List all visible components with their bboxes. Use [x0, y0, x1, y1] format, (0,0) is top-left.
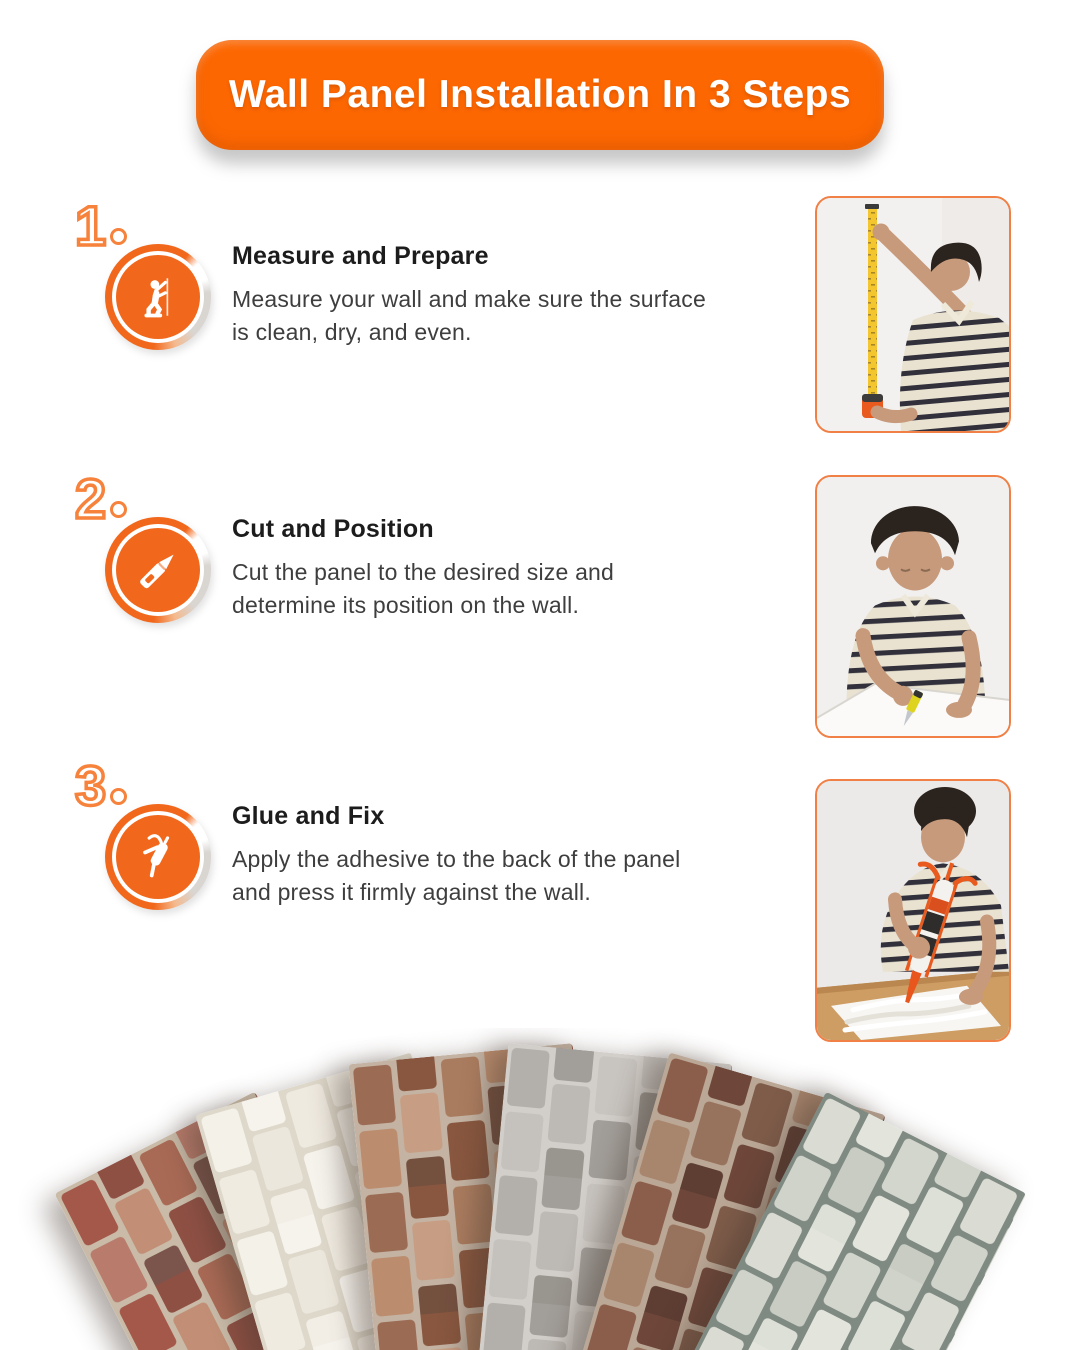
number-dot — [110, 501, 127, 518]
caulk-gun-icon — [105, 804, 211, 910]
number-dot — [110, 788, 127, 805]
man-measuring-wall-photo — [815, 196, 1011, 433]
step-2-description-line1: Cut the panel to the desired size and — [232, 559, 615, 585]
step-3-title: Glue and Fix — [232, 802, 385, 830]
step-3-number: 3 — [75, 758, 127, 814]
step-2 — [75, 467, 785, 681]
brick-panel-samples-fan — [0, 1028, 1080, 1350]
step-3 — [75, 754, 785, 968]
step-2-number: 2 — [75, 471, 127, 527]
step-3-description-line1: Apply the adhesive to the back of the panel — [232, 846, 681, 872]
title-banner — [196, 40, 884, 150]
step-1-number: 1 — [75, 198, 127, 254]
utility-knife-icon — [105, 517, 211, 623]
man-cutting-panel-photo — [815, 475, 1011, 738]
step-1 — [75, 194, 785, 408]
step-1-title: Measure and Prepare — [232, 242, 489, 270]
step-3-description-line2: and press it firmly against the wall. — [232, 879, 591, 905]
man-applying-adhesive-photo — [815, 779, 1011, 1042]
number-dot — [110, 228, 127, 245]
page-title: Wall Panel Installation In 3 Steps — [228, 73, 852, 116]
step-2-description-line2: determine its position on the wall. — [232, 592, 580, 618]
step-2-title: Cut and Position — [232, 515, 434, 543]
step-1-description-line1: Measure your wall and make sure the surface — [232, 286, 706, 312]
measuring-person-icon — [105, 244, 211, 350]
step-1-description-line2: is clean, dry, and even. — [232, 319, 472, 345]
